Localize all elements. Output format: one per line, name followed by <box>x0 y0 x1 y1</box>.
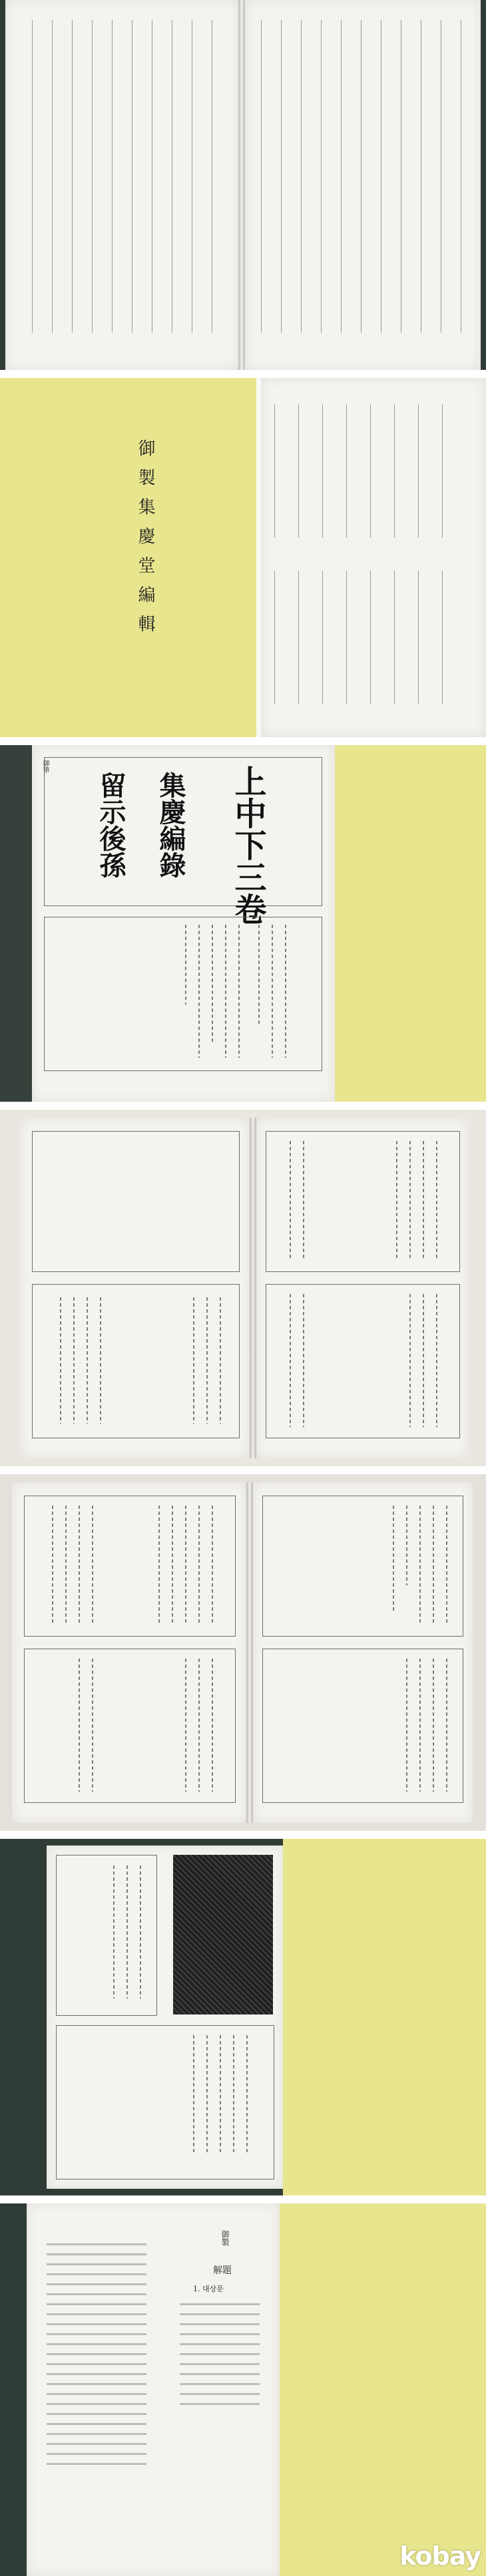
left-page <box>5 0 238 370</box>
index-page <box>261 378 486 737</box>
dark-rubbing-panel <box>173 1855 273 2014</box>
photo-calligraphy-plate <box>0 745 486 1102</box>
photo-title-spread <box>0 378 486 737</box>
calligraphy-line-2: 留示後孫 <box>95 772 126 878</box>
photo-facsimile-spread-1 <box>0 1110 486 1466</box>
table-of-contents <box>32 20 225 333</box>
calligraphy-line-1: 集慶編錄 <box>155 772 186 878</box>
photo-facsimile-spread-2 <box>0 1474 486 1831</box>
photo-explanation-spread <box>0 2203 486 2576</box>
kobay-watermark: kobay <box>399 2541 481 2571</box>
book-title: 御製集慶堂編輯 <box>135 439 155 644</box>
plate-page <box>32 745 335 1102</box>
photo-stamp-spread <box>0 1839 486 2195</box>
right-page <box>245 0 481 370</box>
plate-header: 御筆 <box>41 760 49 773</box>
calligraphy-title: 上中下三卷 <box>229 765 266 925</box>
explanation-subheading: 1. 대상문 <box>193 2285 224 2293</box>
table-of-contents <box>261 20 461 333</box>
explanation-title: 解題 <box>213 2265 232 2276</box>
explanation-section-label: 御製 <box>220 2230 230 2246</box>
photo-contents-spread <box>0 0 486 370</box>
manuscript-lower-frame <box>44 917 322 1071</box>
